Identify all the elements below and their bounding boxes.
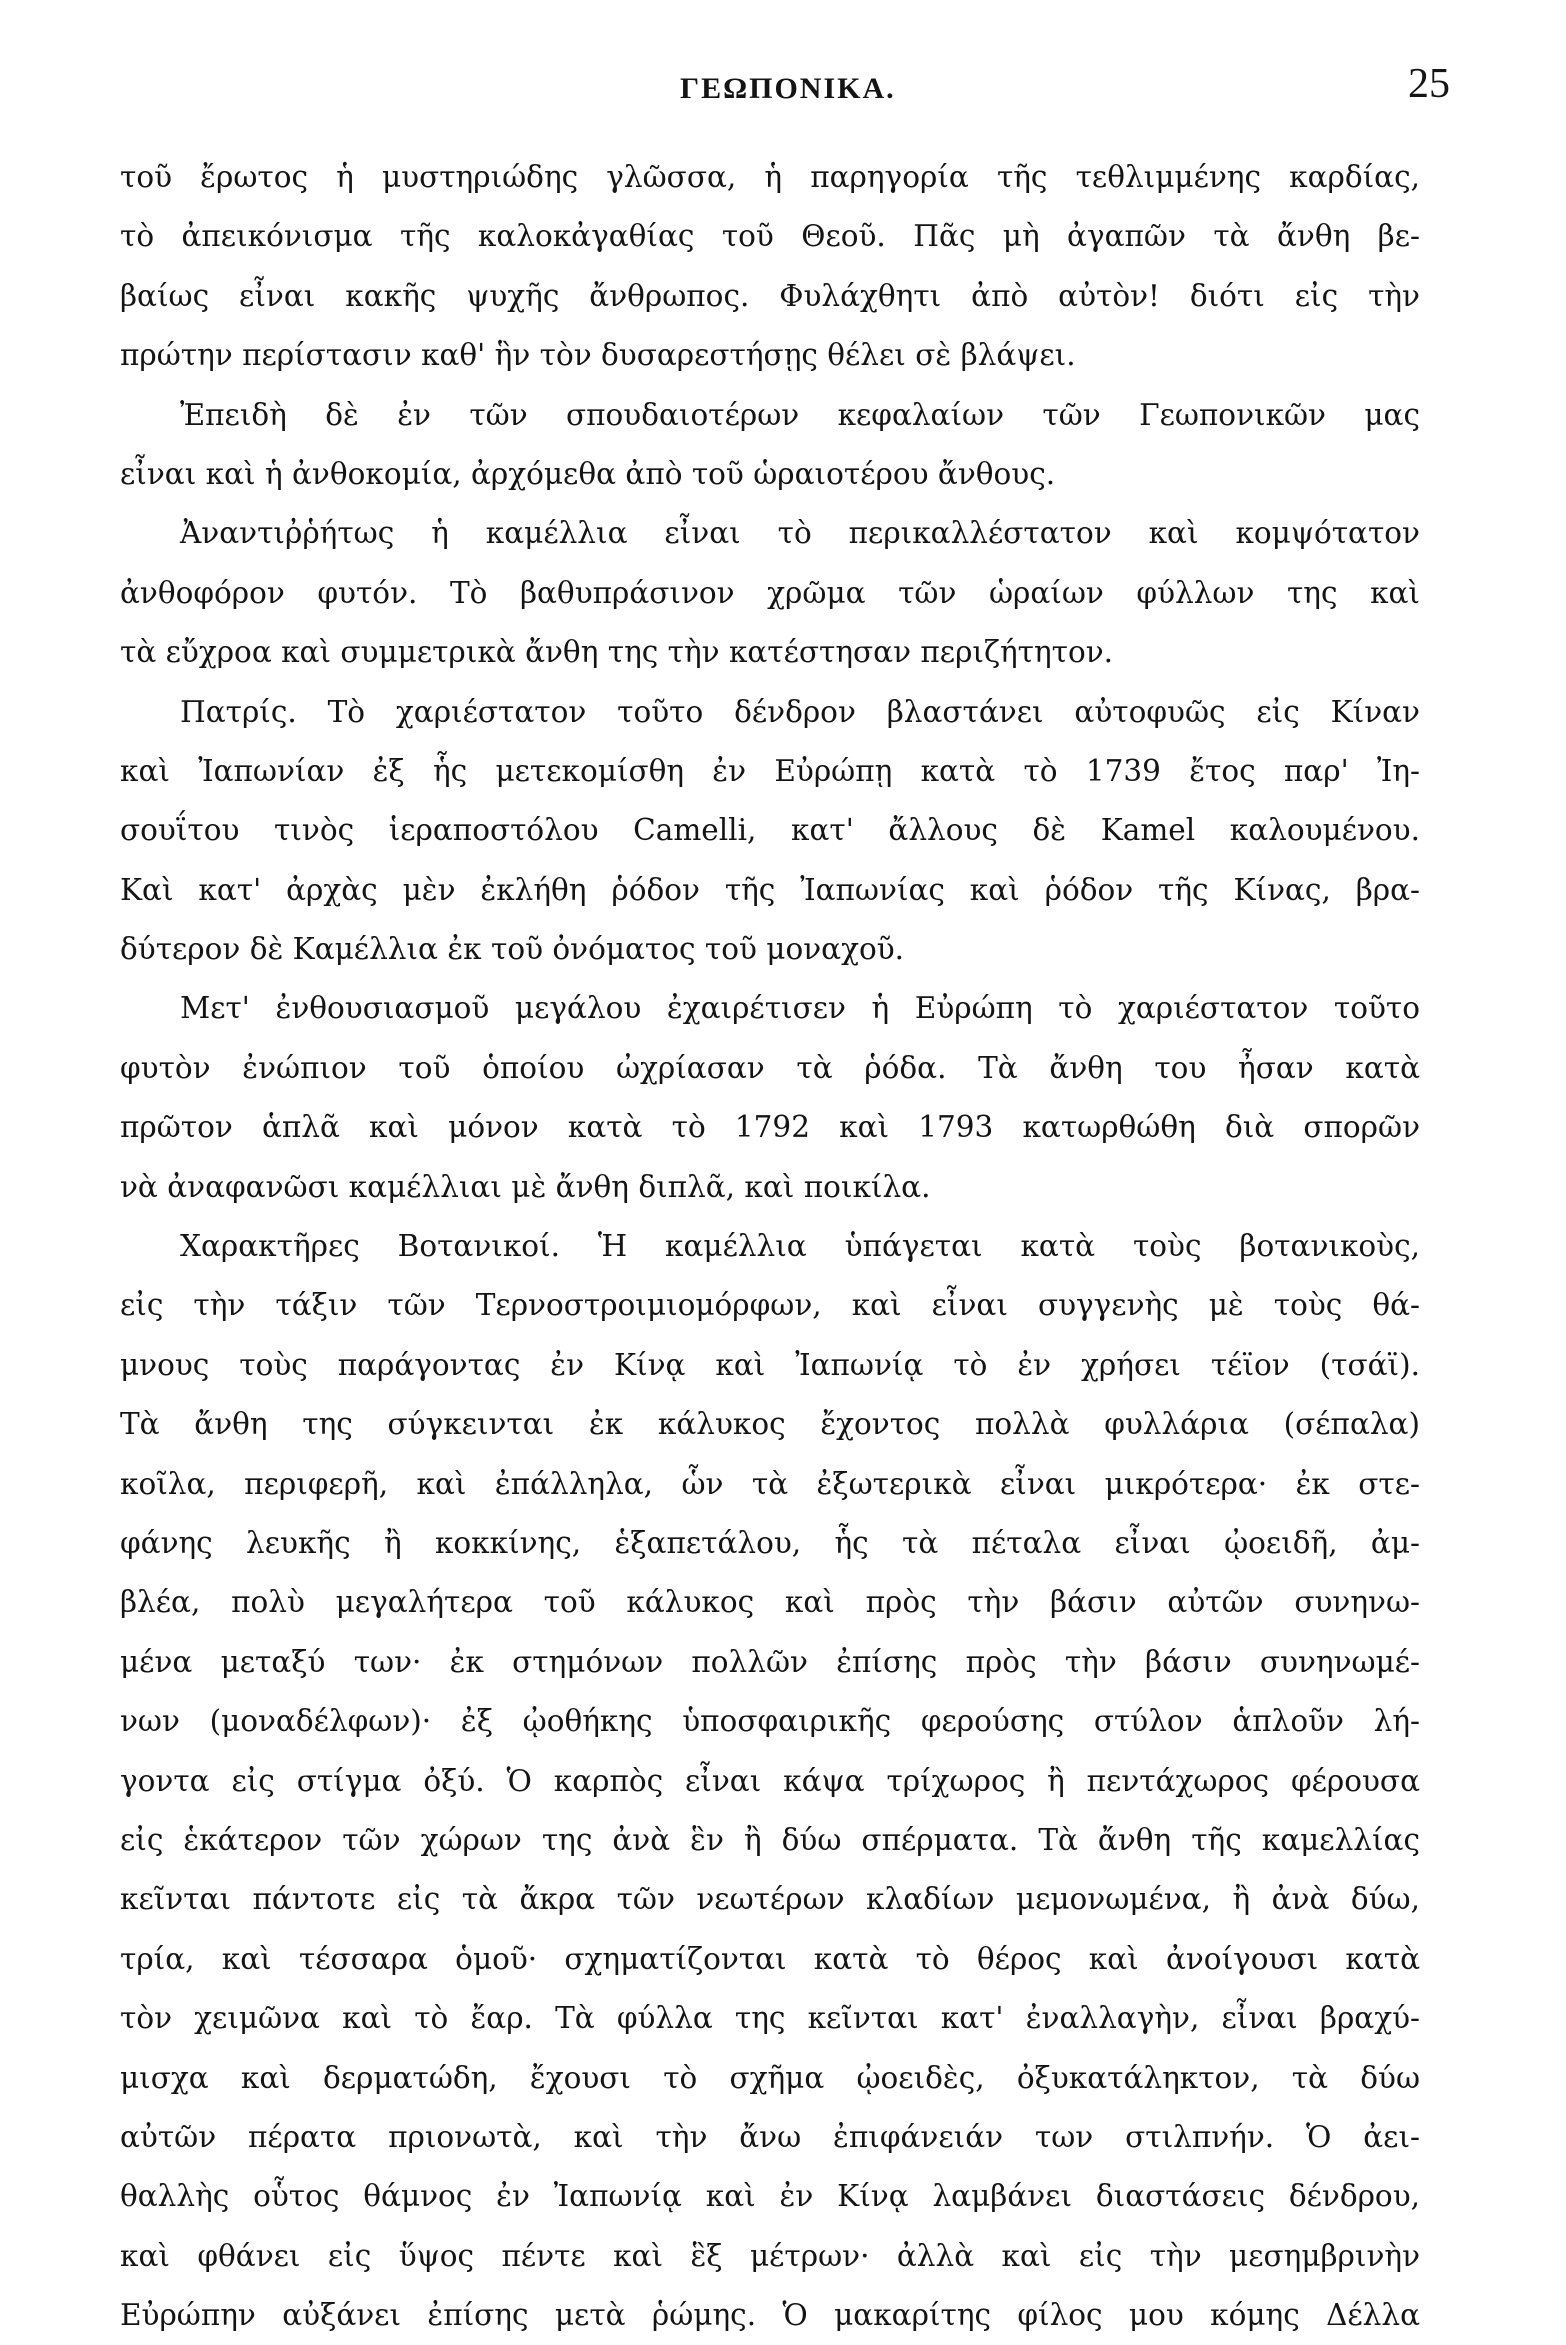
text-line: καὶ φθάνει εἰς ὕψος πέντε καὶ ἓξ μέτρων· ἀλλὰ καὶ εἰς τὴν μεσημβρινὴν [120, 2238, 1420, 2273]
text-line: εἰς ἑκάτερον τῶν χώρων της ἀνὰ ἓν ἢ δύω σπέρματα. Τὰ ἄνθη τῆς καμελλίας [120, 1822, 1420, 1857]
text-line: σουΐτου τινὸς ἱεραποστόλου Camelli, κατ' ἄλλους δὲ Kamel καλουμένου. [120, 813, 1420, 848]
text-line: θαλλὴς οὗτος θάμνος ἐν Ἰαπωνίᾳ καὶ ἐν Κίνᾳ λαμβάνει διαστάσεις δένδρου, [120, 2179, 1420, 2214]
text-line: κεῖνται πάντοτε εἰς τὰ ἄκρα τῶν νεωτέρων κλαδίων μεμονωμένα, ἢ ἀνὰ δύω, [120, 1882, 1420, 1917]
text-line: Τὰ ἄνθη της σύγκεινται ἐκ κάλυκος ἔχοντος πολλὰ φυλλάρια (σέπαλα) [120, 1407, 1420, 1442]
text-line: φάνης λευκῆς ἢ κοκκίνης, ἑξαπετάλου, ἧς τὰ πέταλα εἶναι ᾠοειδῆ, ἀμ- [120, 1525, 1420, 1560]
text-line: Εὐρώπην αὐξάνει ἐπίσης μετὰ ῥώμης. Ὁ μακαρίτης φίλος μου κόμης Δέλλα [120, 2298, 1420, 2333]
text-line: μένα μεταξύ των· ἐκ στημόνων πολλῶν ἐπίσης πρὸς τὴν βάσιν συνηνωμέ- [120, 1644, 1420, 1679]
text-line: μνους τοὺς παράγοντας ἐν Κίνᾳ καὶ Ἰαπωνίᾳ τὸ ἐν χρήσει τέϊον (τσάϊ). [120, 1347, 1420, 1382]
text-line: ἀνθοφόρον φυτόν. Τὸ βαθυπράσινον χρῶμα τῶν ὡραίων φύλλων της καὶ [120, 575, 1420, 610]
text-line: καὶ Ἰαπωνίαν ἐξ ἧς μετεκομίσθη ἐν Εὐρώπῃ κατὰ τὸ 1739 ἔτος παρ' Ἰη- [120, 753, 1420, 788]
text-line: γοντα εἰς στίγμα ὀξύ. Ὁ καρπὸς εἶναι κάψα τρίχωρος ἢ πεντάχωρος φέρουσα [120, 1763, 1420, 1798]
text-line: Καὶ κατ' ἀρχὰς μὲν ἐκλήθη ῥόδον τῆς Ἰαπωνίας καὶ ῥόδον τῆς Κίνας, βρα- [120, 872, 1420, 907]
text-line: νὰ ἀναφανῶσι καμέλλιαι μὲ ἄνθη διπλᾶ, καὶ ποικίλα. [120, 1169, 931, 1204]
text-line: δύτερον δὲ Καμέλλια ἐκ τοῦ ὀνόματος τοῦ μοναχοῦ. [120, 932, 905, 967]
running-title: ΓΕΩΠΟΝΙΚΑ. [680, 72, 896, 105]
text-line: εἶναι καὶ ἡ ἀνθοκομία, ἀρχόμεθα ἀπὸ τοῦ ὡραιοτέρου ἄνθους. [120, 456, 1056, 491]
text-line: Πατρίς. Τὸ χαριέστατον τοῦτο δένδρον βλαστάνει αὐτοφυῶς εἰς Κίναν [180, 694, 1420, 729]
text-line: πρῶτον ἁπλᾶ καὶ μόνον κατὰ τὸ 1792 καὶ 1793 κατωρθώθη διὰ σπορῶν [120, 1110, 1420, 1145]
text-line: τὰ εὔχροα καὶ συμμετρικὰ ἄνθη της τὴν κατέστησαν περιζήτητον. [120, 635, 1114, 670]
text-line: βλέα, πολὺ μεγαλήτερα τοῦ κάλυκος καὶ πρὸς τὴν βάσιν αὐτῶν συνηνω- [120, 1585, 1420, 1620]
text-line: νων (μοναδέλφων)· ἐξ ᾠοθήκης ὑποσφαιρικῆς φερούσης στύλον ἁπλοῦν λή- [120, 1704, 1420, 1739]
body-text [120, 148, 1420, 2345]
text-line: τρία, καὶ τέσσαρα ὁμοῦ· σχηματίζονται κατὰ τὸ θέρος καὶ ἀνοίγουσι κατὰ [120, 1941, 1420, 1976]
text-line: Μετ' ἐνθουσιασμοῦ μεγάλου ἐχαιρέτισεν ἡ Εὐρώπη τὸ χαριέστατον τοῦτο [180, 991, 1420, 1026]
text-line: τὸ ἀπεικόνισμα τῆς καλοκἀγαθίας τοῦ Θεοῦ. Πᾶς μὴ ἀγαπῶν τὰ ἄνθη βε- [120, 219, 1420, 254]
text-line: Ἐπειδὴ δὲ ἐν τῶν σπουδαιοτέρων κεφαλαίων τῶν Γεωπονικῶν μας [180, 397, 1420, 432]
text-line: πρώτην περίστασιν καθ' ἣν τὸν δυσαρεστήσῃς θέλει σὲ βλάψει. [120, 338, 1076, 373]
page-number: 25 [1408, 61, 1450, 107]
text-line: Ἀναντιῤῥήτως ἡ καμέλλια εἶναι τὸ περικαλλέστατον καὶ κομψότατον [180, 516, 1420, 551]
text-line: τοῦ ἔρωτος ἡ μυστηριώδης γλῶσσα, ἡ παρηγορία τῆς τεθλιμμένης καρδίας, [120, 160, 1420, 194]
text-line: βαίως εἶναι κακῆς ψυχῆς ἄνθρωπος. Φυλάχθητι ἀπὸ αὐτὸν! διότι εἰς τὴν [120, 278, 1420, 313]
text-line: μισχα καὶ δερματώδη, ἔχουσι τὸ σχῆμα ᾠοειδὲς, ὀξυκατάληκτον, τὰ δύω [120, 2060, 1420, 2095]
text-line: κοῖλα, περιφερῆ, καὶ ἐπάλληλα, ὧν τὰ ἐξωτερικὰ εἶναι μικρότερα· ἐκ στε- [120, 1466, 1420, 1501]
text-line: φυτὸν ἐνώπιον τοῦ ὁποίου ὠχρίασαν τὰ ῥόδα. Τὰ ἄνθη του ἦσαν κατὰ [120, 1050, 1420, 1085]
text-line: τὸν χειμῶνα καὶ τὸ ἔαρ. Τὰ φύλλα της κεῖνται κατ' ἐναλλαγὴν, εἶναι βραχύ- [120, 2001, 1420, 2036]
text-line: εἰς τὴν τάξιν τῶν Τερνοστροιμιομόρφων, καὶ εἶναι συγγενὴς μὲ τοὺς θά- [120, 1288, 1420, 1323]
page-header [120, 58, 1450, 118]
text-line: αὐτῶν πέρατα πριονωτὰ, καὶ τὴν ἄνω ἐπιφάνειάν των στιλπνήν. Ὁ ἀει- [120, 2119, 1420, 2154]
text-line: Χαρακτῆρες Βοτανικοί. Ἡ καμέλλια ὑπάγεται κατὰ τοὺς βοτανικοὺς, [180, 1229, 1420, 1264]
